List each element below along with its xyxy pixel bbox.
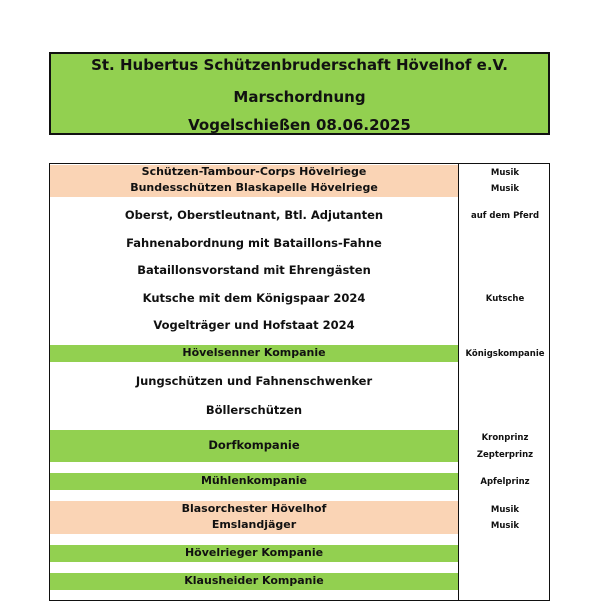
order-item: Bataillonsvorstand mit Ehrengästen	[137, 263, 371, 277]
column-divider	[458, 164, 459, 600]
document-title: Marschordnung	[233, 88, 366, 106]
order-item: Emslandjäger	[211, 518, 297, 531]
order-item: Bundesschützen Blaskapelle Hövelriege	[130, 181, 378, 194]
title-box	[49, 52, 550, 135]
order-item: Jungschützen und Fahnenschwenker	[135, 374, 373, 388]
order-note: Musik	[490, 521, 520, 531]
march-order-table	[49, 163, 550, 601]
order-item: Oberst, Oberstleutnant, Btl. Adjutanten	[124, 208, 384, 222]
order-item: Schützen-Tambour-Corps Hövelriege	[141, 165, 367, 178]
event-date: Vogelschießen 08.06.2025	[188, 116, 411, 134]
order-item: Vogelträger und Hofstaat 2024	[153, 318, 355, 332]
order-note: Musik	[490, 168, 520, 178]
club-name: St. Hubertus Schützenbruderschaft Hövelhof e.V.	[91, 56, 508, 74]
order-note: Kutsche	[485, 294, 525, 304]
order-item: Hövelrieger Kompanie	[184, 546, 324, 559]
order-item: Böllerschützen	[205, 403, 303, 417]
order-item: Fahnenabordnung mit Bataillons-Fahne	[126, 236, 382, 250]
order-item: Dorfkompanie	[208, 438, 300, 452]
order-item: Blasorchester Hövelhof	[181, 502, 327, 515]
order-item: Hövelsenner Kompanie	[182, 346, 326, 359]
order-note: Apfelprinz	[480, 477, 530, 487]
order-note: Königskompanie	[465, 349, 545, 359]
order-note: Musik	[490, 505, 520, 515]
order-item: Mühlenkompanie	[200, 474, 308, 487]
order-note: Musik	[490, 184, 520, 194]
order-note: Zepterprinz	[476, 450, 534, 460]
order-item: Kutsche mit dem Königspaar 2024	[142, 291, 366, 305]
order-item: Klausheider Kompanie	[184, 574, 324, 587]
order-note: Kronprinz	[481, 433, 529, 443]
order-note: auf dem Pferd	[470, 211, 540, 221]
